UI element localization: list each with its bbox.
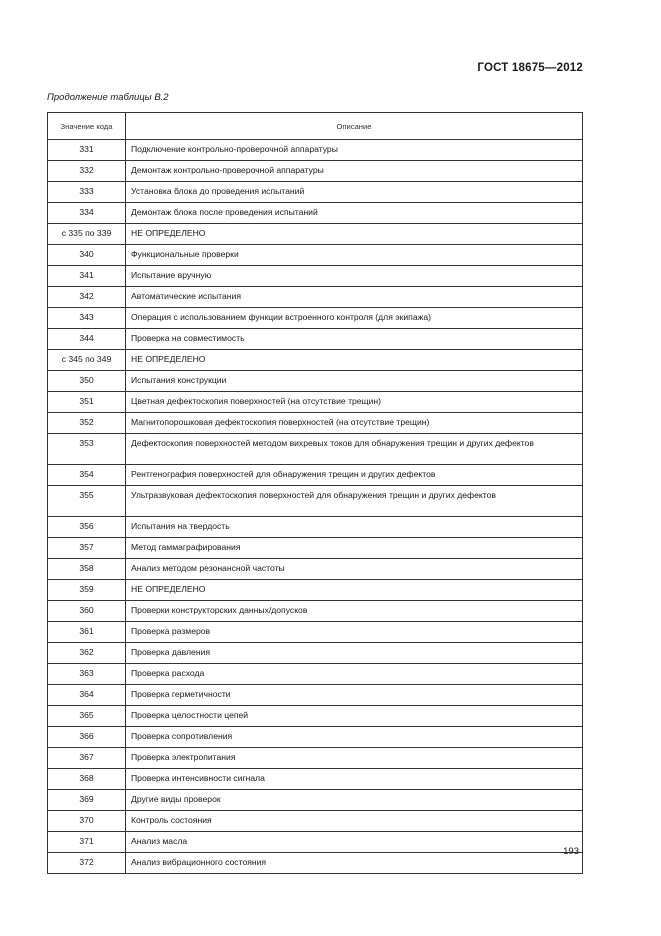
code-cell: 351 [48, 392, 126, 413]
description-cell: Цветная дефектоскопия поверхностей (на отсутствие трещин) [126, 392, 583, 413]
code-cell: 363 [48, 664, 126, 685]
description-cell: Рентгенография поверхностей для обнаружения трещин и других дефектов [126, 465, 583, 486]
table-row [48, 643, 583, 664]
code-cell: 354 [48, 465, 126, 486]
code-cell: 367 [48, 748, 126, 769]
code-cell: с 345 по 349 [48, 350, 126, 371]
table-row [48, 853, 583, 874]
code-cell: 368 [48, 769, 126, 790]
table-row [48, 601, 583, 622]
table-row [48, 434, 583, 465]
code-cell: 342 [48, 287, 126, 308]
table-row [48, 266, 583, 287]
code-cell: 364 [48, 685, 126, 706]
table-row [48, 580, 583, 601]
code-cell: 366 [48, 727, 126, 748]
table-row [48, 622, 583, 643]
table-row [48, 329, 583, 350]
code-cell: 331 [48, 140, 126, 161]
code-cell: 355 [48, 486, 126, 517]
code-cell: 372 [48, 853, 126, 874]
table-row [48, 287, 583, 308]
description-cell: Проверка интенсивности сигнала [126, 769, 583, 790]
description-cell: Демонтаж контрольно-проверочной аппаратуры [126, 161, 583, 182]
table-row [48, 486, 583, 517]
table-row [48, 308, 583, 329]
table-row [48, 413, 583, 434]
code-cell: 353 [48, 434, 126, 465]
code-cell: 370 [48, 811, 126, 832]
code-cell: 359 [48, 580, 126, 601]
description-cell: Анализ вибрационного состояния [126, 853, 583, 874]
description-cell: НЕ ОПРЕДЕЛЕНО [126, 350, 583, 371]
table-row [48, 727, 583, 748]
description-cell: Операция с использованием функции встроенного контроля (для экипажа) [126, 308, 583, 329]
description-cell: Анализ масла [126, 832, 583, 853]
description-cell: Подключение контрольно-проверочной аппаратуры [126, 140, 583, 161]
table-row [48, 182, 583, 203]
table-row [48, 517, 583, 538]
code-cell: 358 [48, 559, 126, 580]
table-row [48, 245, 583, 266]
code-cell: 361 [48, 622, 126, 643]
code-cell: 344 [48, 329, 126, 350]
table-row [48, 769, 583, 790]
code-cell: 369 [48, 790, 126, 811]
description-cell: Проверка давления [126, 643, 583, 664]
description-cell: Проверка расхода [126, 664, 583, 685]
description-cell: Проверка электропитания [126, 748, 583, 769]
description-cell: Проверки конструкторских данных/допусков [126, 601, 583, 622]
table-row [48, 811, 583, 832]
table-caption: Продолжение таблицы В.2 [47, 92, 169, 103]
description-cell: Установка блока до проведения испытаний [126, 182, 583, 203]
table-row [48, 350, 583, 371]
table-row [48, 685, 583, 706]
table-row [48, 790, 583, 811]
code-cell: 371 [48, 832, 126, 853]
code-cell: 356 [48, 517, 126, 538]
code-cell: с 335 по 339 [48, 224, 126, 245]
column-header-code: Значение кода [48, 113, 126, 140]
description-cell: НЕ ОПРЕДЕЛЕНО [126, 224, 583, 245]
description-cell: Испытания на твердость [126, 517, 583, 538]
table-row [48, 140, 583, 161]
standard-number: ГОСТ 18675—2012 [477, 62, 583, 74]
table-row [48, 161, 583, 182]
code-cell: 362 [48, 643, 126, 664]
table-header-row [48, 113, 583, 140]
code-cell: 333 [48, 182, 126, 203]
description-cell: Испытания конструкции [126, 371, 583, 392]
table-row [48, 224, 583, 245]
description-cell: Проверка сопротивления [126, 727, 583, 748]
table-row [48, 538, 583, 559]
code-cell: 350 [48, 371, 126, 392]
description-cell: Магнитопорошковая дефектоскопия поверхностей (на отсутствие трещин) [126, 413, 583, 434]
code-cell: 341 [48, 266, 126, 287]
code-cell: 360 [48, 601, 126, 622]
table-row [48, 706, 583, 727]
column-header-description: Описание [126, 113, 583, 140]
description-cell: Демонтаж блока после проведения испытаний [126, 203, 583, 224]
description-cell: Проверка герметичности [126, 685, 583, 706]
description-cell: Автоматические испытания [126, 287, 583, 308]
code-cell: 332 [48, 161, 126, 182]
table-row [48, 559, 583, 580]
code-cell: 343 [48, 308, 126, 329]
code-cell: 340 [48, 245, 126, 266]
description-cell: Другие виды проверок [126, 790, 583, 811]
description-cell: Метод гаммаграфирования [126, 538, 583, 559]
code-table [47, 112, 583, 874]
description-cell: Контроль состояния [126, 811, 583, 832]
description-cell: Дефектоскопия поверхностей методом вихревых токов для обнаружения трещин и других дефектов [126, 434, 583, 465]
code-cell: 334 [48, 203, 126, 224]
table-row [48, 748, 583, 769]
table-row [48, 465, 583, 486]
code-cell: 357 [48, 538, 126, 559]
description-cell: Проверка на совместимость [126, 329, 583, 350]
description-cell: Проверка целостности цепей [126, 706, 583, 727]
description-cell: Функциональные проверки [126, 245, 583, 266]
code-cell: 352 [48, 413, 126, 434]
table-row [48, 371, 583, 392]
description-cell: Ультразвуковая дефектоскопия поверхностей для обнаружения трещин и других дефектов [126, 486, 583, 517]
table-row [48, 664, 583, 685]
table-row [48, 203, 583, 224]
code-cell: 365 [48, 706, 126, 727]
table-row [48, 392, 583, 413]
description-cell: НЕ ОПРЕДЕЛЕНО [126, 580, 583, 601]
description-cell: Испытание вручную [126, 266, 583, 287]
page-number: 193 [563, 846, 579, 857]
table-row [48, 832, 583, 853]
description-cell: Проверка размеров [126, 622, 583, 643]
description-cell: Анализ методом резонансной частоты [126, 559, 583, 580]
